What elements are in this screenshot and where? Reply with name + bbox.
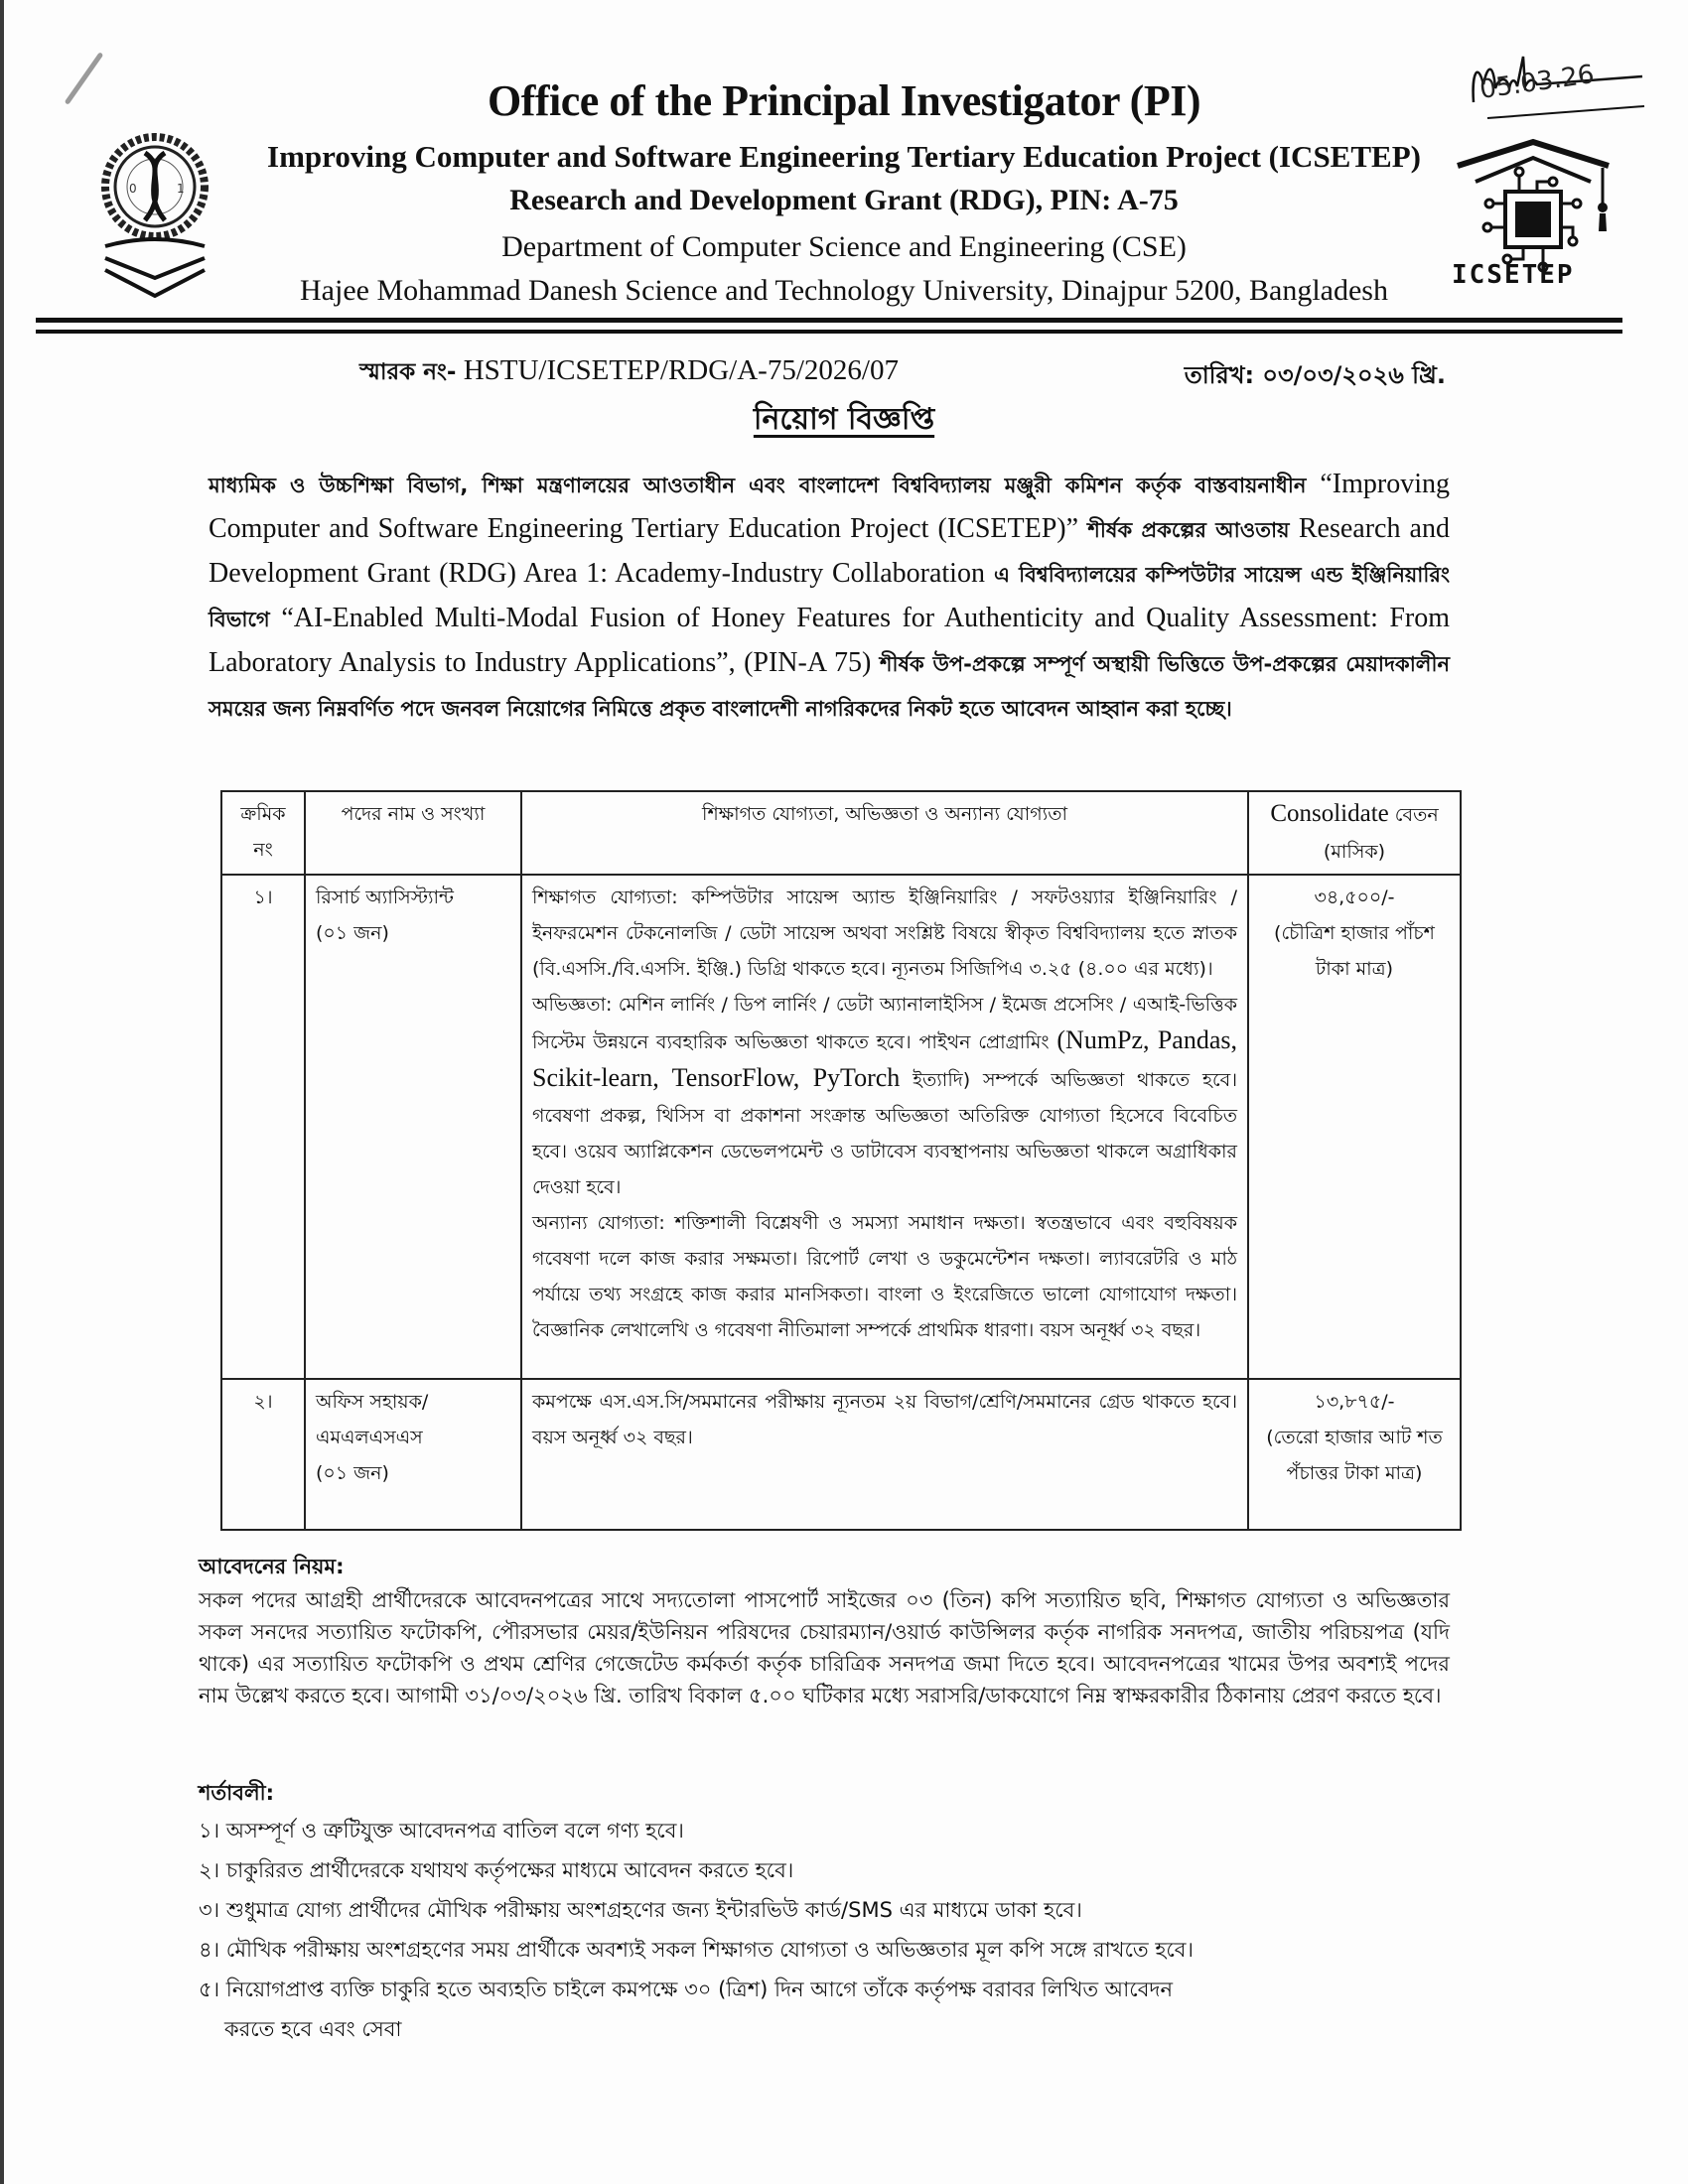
condition-item: ৪। মৌখিক পরীক্ষায় অংশগ্রহণের সময় প্রার্থীকে অবশ্যই সকল শিক্ষাগত যোগ্যতা ও অভিজ্ঞতার মূল কপি সঙ্গে রাখতে হবে।: [199, 1938, 1194, 1962]
table-header-row: [221, 791, 1461, 875]
header-qualification: শিক্ষাগত যোগ্যতা, অভিজ্ঞতা ও অন্যান্য যোগ্যতা: [521, 791, 1248, 875]
office-title: Office of the Principal Investigator (PI): [488, 76, 1200, 125]
row-qualification: কমপক্ষে এস.এস.সি/সমমানের পরীক্ষায় ন্যূনতম ২য় বিভাগ/শ্রেণি/সমমানের গ্রেড থাকতে হবে। বয়স অনূর্ধ্ব ৩২ বছর।: [521, 1379, 1248, 1530]
table-row: [221, 875, 1461, 1379]
department-name: Department of Computer Science and Engineering (CSE): [501, 230, 1187, 263]
memo-label: স্মারক নং-: [359, 359, 457, 385]
issue-date: তারিখ: ০৩/০৩/২০২৬ খ্রি.: [1184, 361, 1446, 389]
row-post: রিসার্চ অ্যাসিস্ট্যান্ট (০১ জন): [305, 875, 521, 1379]
project-name: Improving Computer and Software Engineering Tertiary Education Project (ICSETEP): [267, 139, 1421, 174]
row-salary: ১৩,৮৭৫/- (তেরো হাজার আট শত পঁচাত্তর টাকা মাত্র): [1248, 1379, 1461, 1530]
other-requirement: অন্যান্য যোগ্যতা: শক্তিশালী বিশ্লেষণী ও সমস্যা সমাধান দক্ষতা। স্বতন্ত্রভাবে এবং বহুবিষয়ক গবেষণা দলে কাজ করার সক্ষমতা। রিপোর্ট লেখা ও ডকুমেন্টেশন দক্ষতা। ল্যাবরেটরি ও মাঠ পর্যায়ে তথ্য সংগ্রহে কাজ করার মানসিকতা। বাংলা ও ইংরেজিতে ভালো যোগাযোগ দক্ষতা। বৈজ্ঞানিক লেখালেখি ও গবেষণা নীতিমালা সম্পর্কে প্রাথমিক ধারণা। বয়স অনূর্ধ্ব ৩২ বছর।: [532, 1212, 1237, 1341]
conditions-heading: শর্তাবলী:: [199, 1781, 275, 1805]
row-qualification: [521, 875, 1248, 1379]
university-address: Hajee Mohammad Danesh Science and Technology University, Dinajpur 5200, Bangladesh: [300, 274, 1388, 307]
svg-text:1: 1: [177, 182, 185, 196]
education-requirement: শিক্ষাগত যোগ্যতা: কম্পিউটার সায়েন্স অ্যান্ড ইঞ্জিনিয়ারিং / সফটওয়্যার ইঞ্জিনিয়ারিং / ইনফরমেশন টেকনোলজি / ডেটা সায়েন্স অথবা সংশ্লিষ্ট বিষয়ে স্বীকৃত বিশ্ববিদ্যালয় হতে স্নাতক (বি.এসসি./বি.এসসি. ইঞ্জি.) ডিগ্রি থাকতে হবে। ন্যূনতম সিজিপিএ ৩.২৫ (৪.০০ এর মধ্যে)।: [532, 887, 1237, 980]
positions-table: [220, 790, 1462, 1531]
table-row: [221, 1379, 1461, 1530]
condition-item: ৫। নিয়োগপ্রাপ্ত ব্যক্তি চাকুরি হতে অব্যহতি চাইলে কমপক্ষে ৩০ (ত্রিশ) দিন আগে তাঁকে কর্তৃপক্ষ বরাবর লিখিত আবেদন করতে হবে এবং সেবা: [199, 1970, 1489, 2049]
condition-item-continuation: করতে হবে এবং সেবা: [224, 2017, 402, 2041]
conditions-list: [199, 1811, 1489, 2049]
header-post: পদের নাম ও সংখ্যা: [305, 791, 521, 875]
scan-edge: [0, 0, 4, 2184]
signature-date: 05.03.26: [1477, 60, 1597, 105]
application-body: সকল পদের আগ্রহী প্রার্থীদেরকে আবেদনপত্রের সাথে সদ্যতোলা পাসপোর্ট সাইজের ০৩ (তিন) কপি সত্যায়িত ছবি, শিক্ষাগত যোগ্যতা ও অভিজ্ঞতার সকল সনদের সত্যায়িত ফটোকপি, পৌরসভার মেয়র/ইউনিয়ন পরিষদের চেয়ারম্যান/ওয়ার্ড কাউন্সিলর কর্তৃক নাগরিক সনদপত্র, জাতীয় পরিচয়পত্র (যদি থাকে) এর সত্যায়িত ফটোকপি ও প্রথম শ্রেণির গেজেটেড কর্মকর্তা কর্তৃক চারিত্রিক সনদপত্র জমা দিতে হবে। আবেদনপত্রের খামের উপর অবশ্যই পদের নাম উল্লেখ করতে হবে। আগামী ৩১/০৩/২০২৬ খ্রি. তারিখ বিকাল ৫.০০ ঘটিকার মধ্যে সরাসরি/ডাকযোগে নিম্ন স্বাক্ষরকারীর ঠিকানায় প্রেরণ করতে হবে।: [199, 1588, 1450, 1707]
memo-number: [359, 353, 899, 392]
grant-info: Research and Development Grant (RDG), PIN: A-75: [509, 184, 1179, 216]
svg-text:0: 0: [129, 182, 137, 196]
row-serial: ২।: [221, 1379, 305, 1530]
header-serial: ক্রমিক নং: [221, 791, 305, 875]
application-heading: আবেদনের নিয়ম:: [199, 1555, 345, 1578]
row-post: অফিস সহায়ক/এমএলএসএস (০১ জন): [305, 1379, 521, 1530]
memo-value: HSTU/ICSETEP/RDG/A-75/2026/07: [456, 354, 899, 386]
notice-title: নিয়োগ বিজ্ঞপ্তি: [753, 402, 935, 437]
condition-item: ২। চাকুরিরত প্রার্থীদেরকে যথাযথ কর্তৃপক্ষের মাধ্যমে আবেদন করতে হবে।: [199, 1858, 794, 1882]
icsetep-logo-text: ICSETEP: [1452, 260, 1575, 290]
header-divider: [36, 330, 1622, 334]
condition-item: ৩। শুধুমাত্র যোগ্য প্রার্থীদের মৌখিক পরীক্ষায় অংশগ্রহণের জন্য ইন্টারভিউ কার্ড/SMS এর মাধ্যমে ডাকা হবে।: [199, 1898, 1082, 1922]
experience-requirement: অভিজ্ঞতা: মেশিন লার্নিং / ডিপ লার্নিং / ডেটা অ্যানালাইসিস / ইমেজ প্রসেসিং / এআই-ভিত্তিক সিস্টেম উন্নয়নে ব্যবহারিক অভিজ্ঞতা থাকতে হবে। পাইথন প্রোগ্রামিং (NumPz, Pandas, Scikit-learn, TensorFlow, PyTorch ইত্যাদি) সম্পর্কে অভিজ্ঞতা থাকতে হবে। গবেষণা প্রকল্প, থিসিস বা প্রকাশনা সংক্রান্ত অভিজ্ঞতা অতিরিক্ত যোগ্যতা হিসেবে বিবেচিত হবে। ওয়েব অ্যাপ্লিকেশন ডেভেলপমেন্ট ও ডাটাবেস ব্যবস্থাপনায় অভিজ্ঞতা থাকলে অগ্রাধিকার দেওয়া হবে।: [532, 994, 1237, 1198]
header-divider: [36, 318, 1622, 323]
row-salary: ৩৪,৫০০/- (চৌত্রিশ হাজার পাঁচশ টাকা মাত্র): [1248, 875, 1461, 1379]
header-salary: Consolidate বেতন (মাসিক): [1248, 791, 1461, 875]
intro-paragraph: মাধ্যমিক ও উচ্চশিক্ষা বিভাগ, শিক্ষা মন্ত্রণালয়ের আওতাধীন এবং বাংলাদেশ বিশ্ববিদ্যালয় মঞ্জুরী কমিশন কর্তৃক বাস্তবায়নাধীন “Improving Computer and Software Engineering Tertiary Education Project (ICSETEP)” শীর্ষক প্রকল্পের আওতায় Research and Development Grant (RDG) Area 1: Academy-Industry Collaboration এ বিশ্ববিদ্যালয়ের কম্পিউটার সায়েন্স এন্ড ইঞ্জিনিয়ারিং বিভাগে “AI-Enabled Multi-Modal Fusion of Honey Features for Authenticity and Quality Assessment: From Laboratory Analysis to Industry Applications”, (PIN-A 75) শীর্ষক উপ-প্রকল্পে সম্পূর্ণ অস্থায়ী ভিত্তিতে উপ-প্রকল্পের মেয়াদকালীন সময়ের জন্য নিম্নবর্ণিত পদে জনবল নিয়োগের নিমিত্তে প্রকৃত বাংলাদেশী নাগরিকদের নিকট হতে আবেদন আহ্বান করা হচ্ছে।: [209, 469, 1450, 721]
condition-item: ১। অসম্পূর্ণ ও ত্রুটিযুক্ত আবেদনপত্র বাতিল বলে গণ্য হবে।: [199, 1819, 684, 1843]
row-serial: ১।: [221, 875, 305, 1379]
